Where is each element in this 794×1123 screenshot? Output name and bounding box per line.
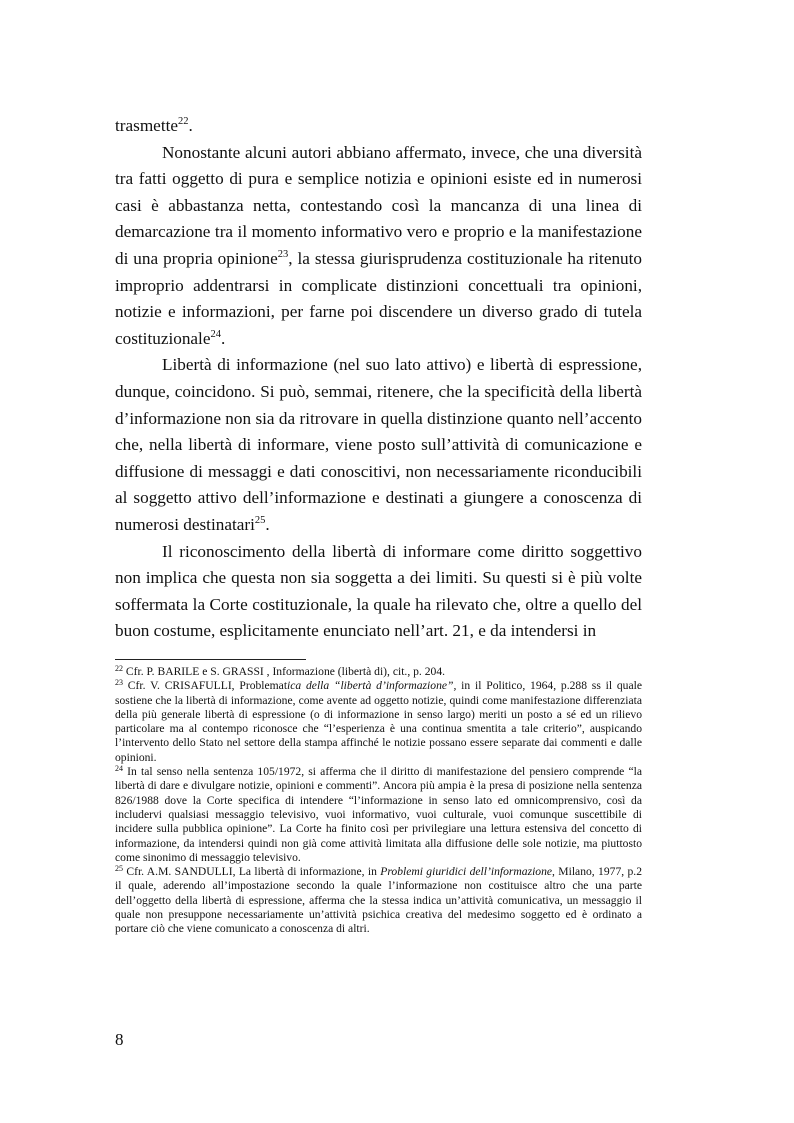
footnotes [115, 665, 642, 937]
footnote-23: $^{23}$ Cfr. V. CRISAFULLI, Problematica della “libertà d’informazione”, in il Politico, 1964, p.288 ss il quale sostiene che la libertà di informazione, come avente ad oggetto notizie, quindi come manifestazione differenziata della più generale libertà di espressione (o di informazione in senso largo) meriti un posto a sé ed un rilievo particolare ma al contempo riconosce che “l’esperienza è una continua smentita a tale criterio”, auspicando l’intervento dello Stato nel settore della stampa affinché le notizie possano essere separate dai commenti e dalle opinioni. [115, 678, 642, 764]
body-text [115, 113, 642, 645]
footnote-ref-22[interactable]: 22 [178, 116, 189, 127]
paragraph-2: Nonostante alcuni autori abbiano affermato, invece, che una diversità tra fatti oggetto di pura e semplice notizia e opinioni esiste ed in numerosi casi è abbastanza netta, contestando così la mancanza di una linea di demarcazione tra il momento informativo vero e proprio e la manifestazione di una propria opinione$^{23}$, la stessa giurisprudenza costituzionale ha ritenuto improprio addentrarsi in complicate distinzioni concettuali tra opinioni, notizie e informazioni, per farne poi discendere un diverso grado di tutela costituzionale$^{24}$. [115, 142, 643, 348]
paragraph-3: Libertà di informazione (nel suo lato attivo) e libertà di espressione, dunque, coincidono. Si può, semmai, ritenere, che la specificità della libertà d’informazione non sia da ritrovare in quella distinzione quanto nell’accento che, nella libertà di informare, viene posto sull’attività di comunicazione e diffusione di messaggi e dati conoscitivi, non necessariamente riconducibili al soggetto attivo dell’informazione e destinati a giungere a conoscenza di numerosi destinatari$^{25}$. [115, 355, 642, 534]
footnote-ref-25[interactable]: 25 [254, 514, 266, 526]
footnote-separator [115, 659, 306, 660]
page-number: 8 [115, 1030, 124, 1049]
footnote-ref-24[interactable]: 24 [210, 328, 221, 340]
footnote-24: $^{24}$ In tal senso nella sentenza 105/1972, si afferma che il diritto di manifestazione del pensiero comprende “la libertà di dare e divulgare notizie, opinioni e commenti”. Ancora più ampia è la presa di posizione nella sentenza 826/1988 dove la Corte specifica di intendere “l’informazione in senso lato ed omnicomprensivo, così da includervi qualsiasi messaggio televisivo, vuoi informativo, vuoi culturale, vuoi comunque suscettibile di incidere sulla pubblica opinione”. La Corte ha finito così per privilegiare una lettura estensiva del concetto di informazione, da intendersi quindi non già come attività limitata alla diffusione delle sole notizie, ma piuttosto come sinonimo di messaggio televisivo. [115, 764, 642, 864]
footnote-22: $^{22}$ Cfr. P. BARILE e S. GRASSI , Informazione (libertà di), cit., p. 204. [115, 664, 446, 678]
footnote-25: $^{25}$ Cfr. A.M. SANDULLI, La libertà di informazione, in Problemi giuridici dell’informazione, Milano, 1977, p.2 il quale, aderendo all’impostazione secondo la quale l’informazione non costituisce altro che una parte dell’oggetto della libertà di espressione, afferma che la stessa indica un’attività comunicativa, un messaggio il quale non presuppone necessariamente un’attività psichica creativa del medesimo soggetto ed è ordinato a portare ciò che viene comunicato a conoscenza di altri. [115, 864, 642, 936]
paragraph-4: Il riconoscimento della libertà di informare come diritto soggettivo non implica che questa non sia soggetta a dei limiti. Su questi si è più volte soffermata la Corte costituzionale, la quale ha rilevato che, oltre a quello del buon costume, esplicitamente enunciato nell’art. 21, e da intendersi in [115, 541, 642, 641]
paragraph-1: trasmette$^{22}$. [115, 116, 193, 135]
footnote-ref-23[interactable]: 23 [277, 248, 289, 260]
